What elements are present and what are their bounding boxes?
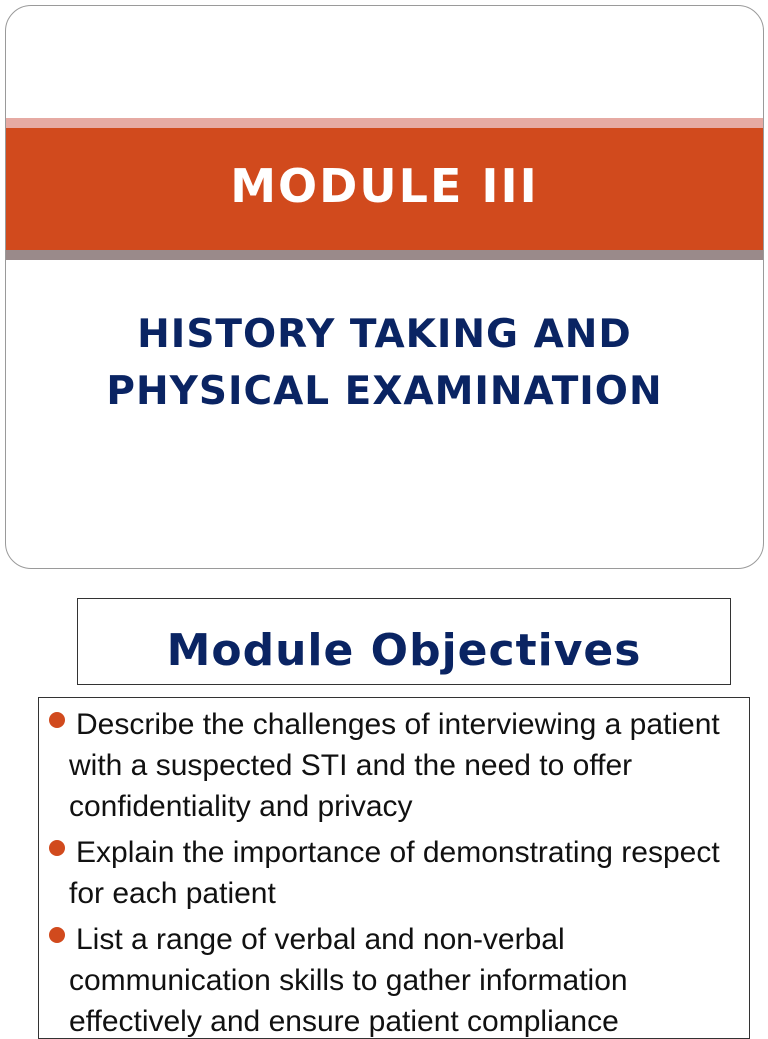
bullet-icon [49,712,65,728]
subtitle-line-2: PHYSICAL EXAMINATION [106,369,663,414]
title-slide [5,5,764,569]
objectives-title-box [77,598,731,685]
pink-stripe [6,118,763,128]
objectives-list-box [38,697,750,1039]
objective-text: List a range of verbal and non-verbal communication skills to gather information effectively and ensure patient compliance [69,923,628,1038]
bullet-icon [49,927,65,943]
list-item [49,919,739,1039]
objectives-list [39,698,749,1039]
subtitle-line-1: HISTORY TAKING AND [137,312,632,357]
slide-subtitle [6,306,763,420]
bullet-icon [49,840,65,856]
list-item [49,704,739,827]
list-item [49,832,739,914]
title-band [6,128,763,250]
objective-text: Describe the challenges of interviewing a patient with a suspected STI and the need to offer confidentiality and privacy [69,708,720,823]
gray-stripe [6,250,763,260]
module-title: MODULE III [230,159,539,213]
objectives-title: Module Objectives [166,625,642,676]
objective-text: Explain the importance of demonstrating respect for each patient [69,836,720,910]
